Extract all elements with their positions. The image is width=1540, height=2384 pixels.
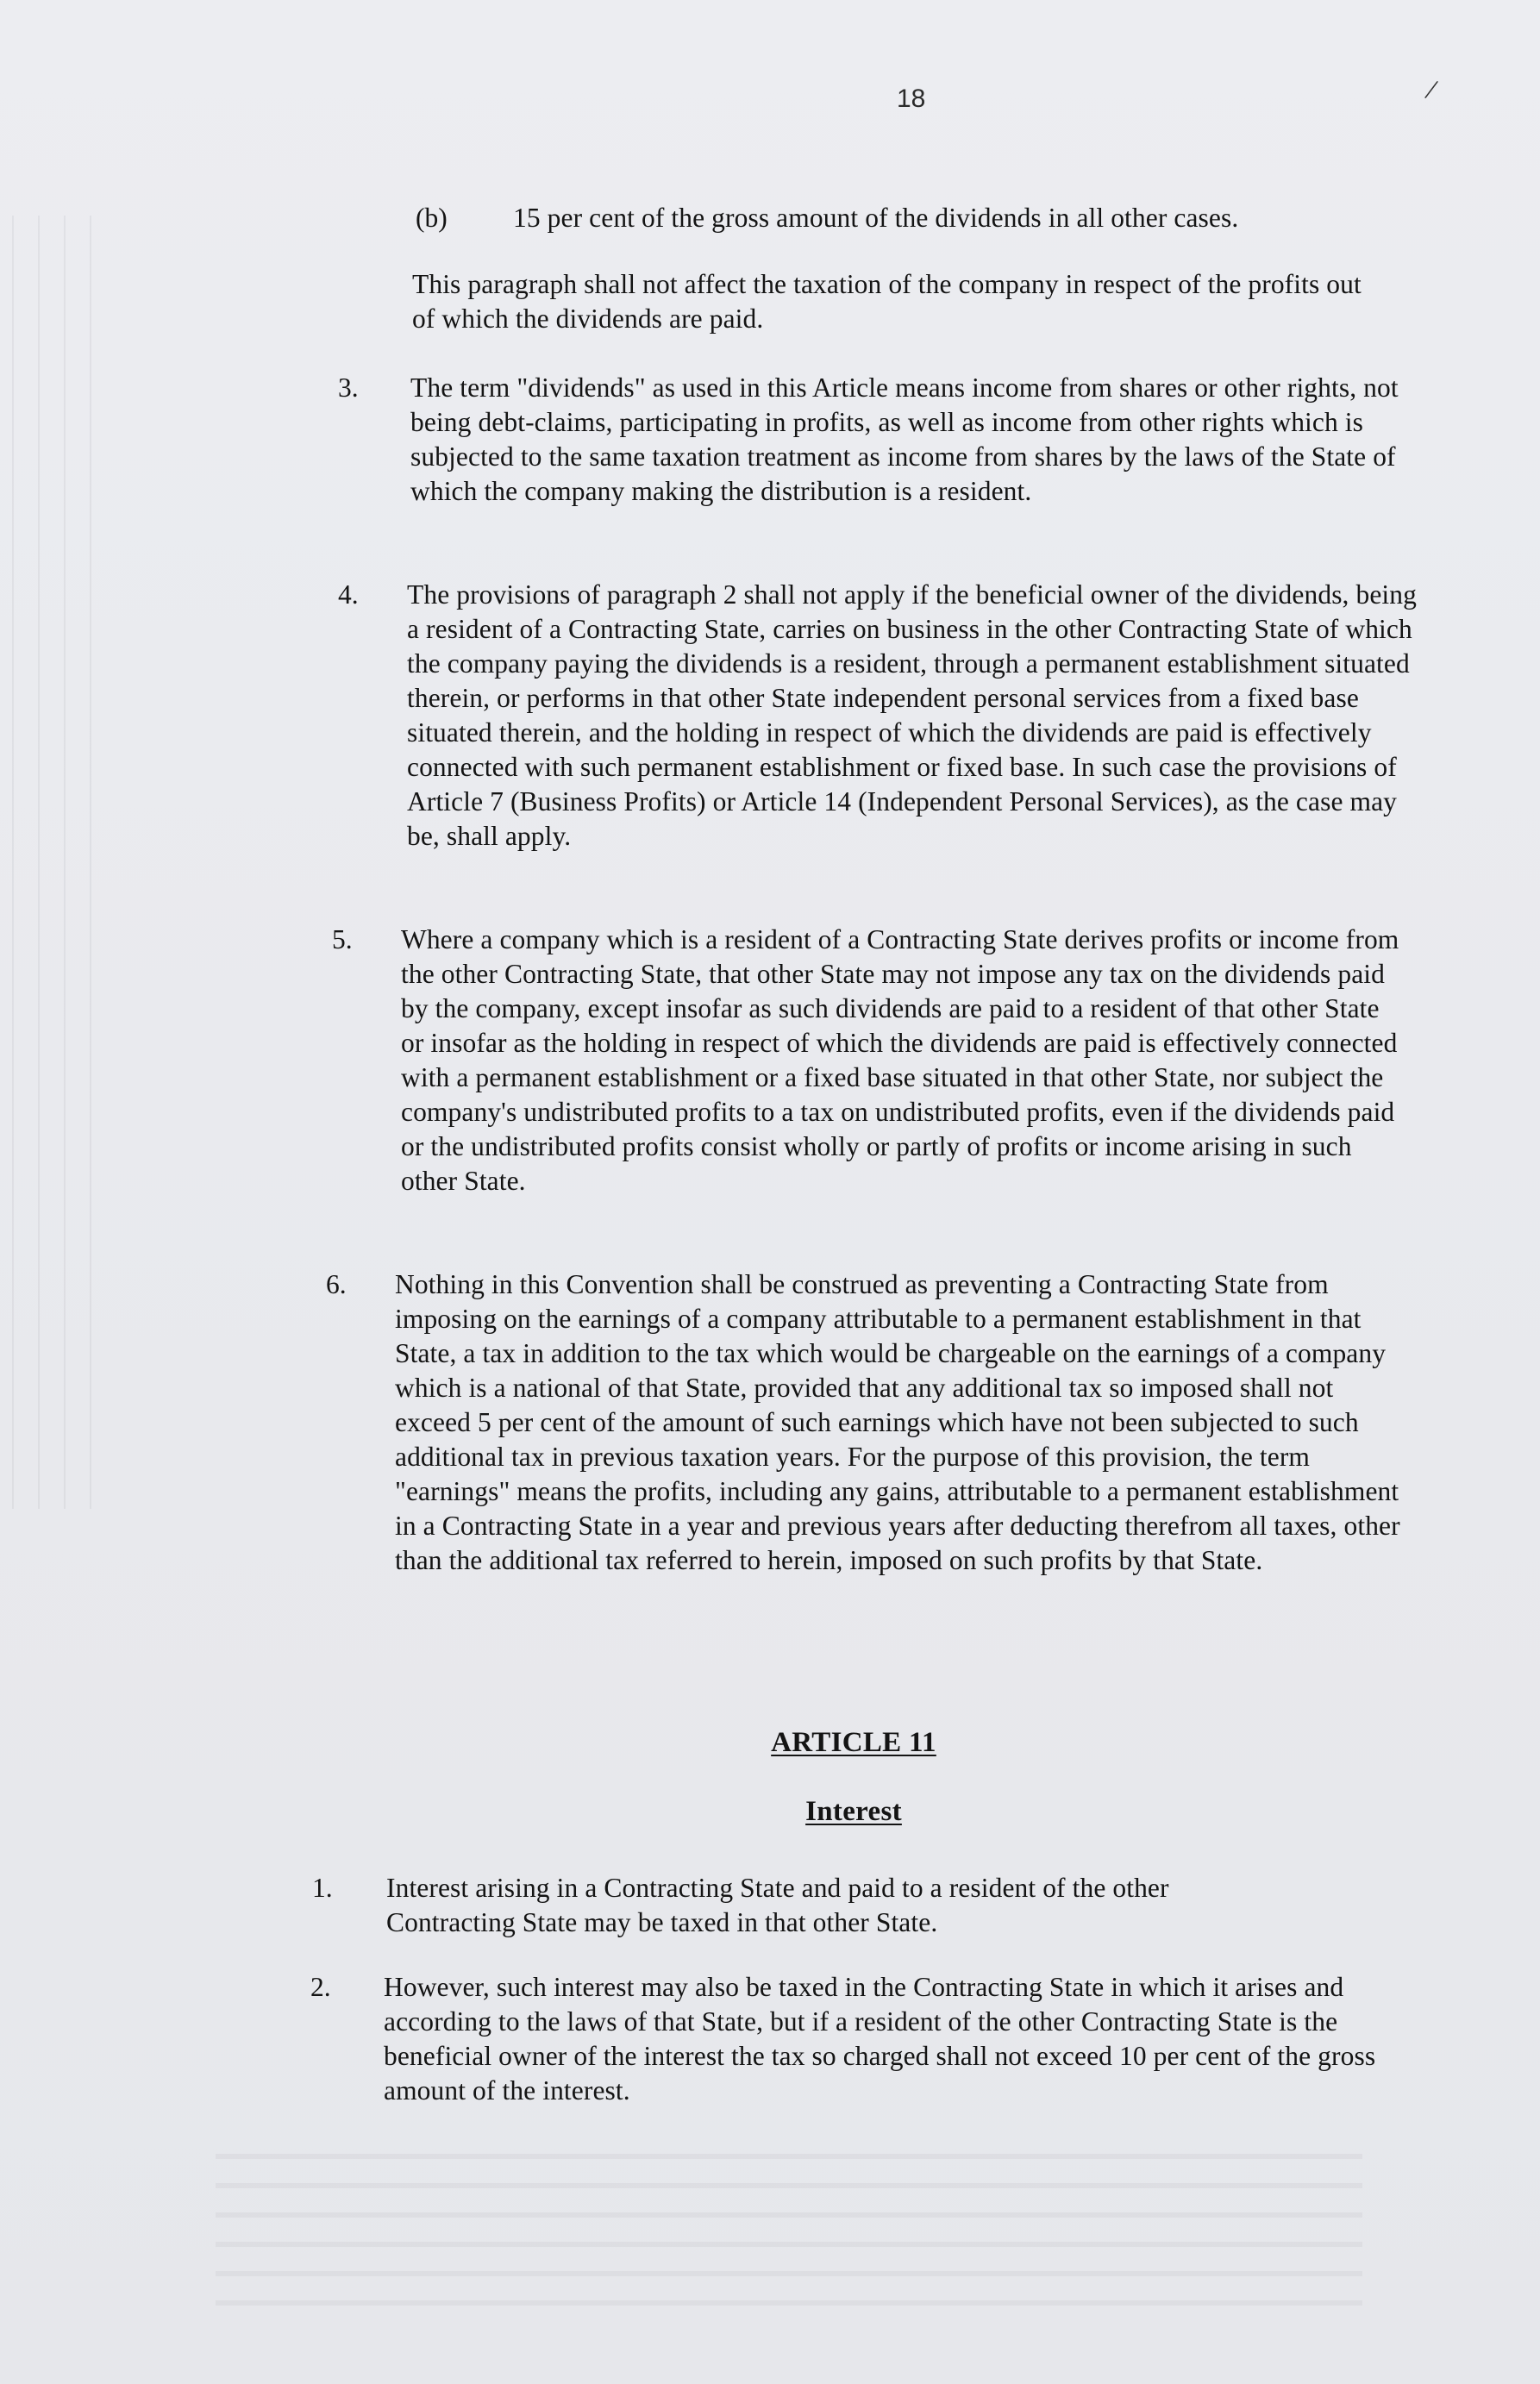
paragraph-4-number: 4. [338,579,359,610]
page-number: 18 [897,84,926,113]
paragraph-6-text: Nothing in this Convention shall be construed as preventing a Contracting State from imposing on the earnings of a company attributable to a permanent establishment in that State, a tax in addition to the tax which would be chargeable on the earnings of a company which is a national of that State, provided that any additional tax so imposed shall not exceed 5 per cent of the amount of such earnings which have not been subjected to such additional tax in previous taxation years. For the purpose of this provision, the term "earnings" means the profits, including any gains, attributable to a permanent establishment in a Contracting State in a year and previous years after deducting therefrom all taxes, other than the additional tax referred to herein, imposed on such profits by that State. [395,1269,1400,1575]
article-11-paragraph-1-number: 1. [312,1873,333,1903]
article-11-paragraph-2-number: 2. [310,1972,331,2002]
article-title: Interest [805,1796,902,1827]
pen-tick-mark: / [1422,73,1441,107]
paragraph-closing-note: This paragraph shall not affect the taxation of the company in respect of the profits out of which the dividends are paid. [412,269,1362,334]
page-edge-shadow [0,216,95,1509]
paragraph-5-text: Where a company which is a resident of a Contracting State derives profits or income from the other Contracting State, that other State may not impose any tax on the dividends paid by the company, except insofar as such dividends are paid to a resident of that other State or insofar as the holding in respect of which the dividends are paid is effectively connected with a permanent establishment or a fixed base situated in that other State, nor subject the company's undistributed profits to a tax on undistributed profits, even if the dividends paid or the undistributed profits consist wholly or partly of profits or income arising in such other State. [401,924,1399,1196]
clause-b-label: (b) [416,203,448,233]
paragraph-6-number: 6. [326,1269,347,1299]
paragraph-5-number: 5. [332,924,353,954]
clause-b-text: 15 per cent of the gross amount of the dividends in all other cases. [513,203,1239,233]
article-11-paragraph-1-text: Interest arising in a Contracting State and paid to a resident of the other Contracting State may be taxed in that other State. [386,1873,1169,1937]
paragraph-3-text: The term "dividends" as used in this Article means income from shares or other rights, not being debt-claims, participating in profits, as well as income from other rights which is subjected to the same taxation treatment as income from shares by the laws of the State of which the company making the distribution is a resident. [410,372,1399,506]
bleed-through-text [216,2130,1362,2328]
paragraph-3-number: 3. [338,372,359,403]
article-11-paragraph-2-text: However, such interest may also be taxed in the Contracting State in which it arises and according to the laws of that State, but if a resident of the other Contracting State is the beneficial owner of the interest the tax so charged shall not exceed 10 per cent of the gross amount of the interest. [384,1972,1376,2106]
article-heading: ARTICLE 11 [771,1727,936,1758]
paragraph-4-text: The provisions of paragraph 2 shall not apply if the beneficial owner of the dividends, being a resident of a Contracting State, carries on business in the other Contracting State of which the company paying the dividends is a resident, through a permanent establishment situated therein, or performs in that other State independent personal services from a fixed base situated therein, and the holding in respect of which the dividends are paid is effectively connected with such permanent establishment or fixed base. In such case the provisions of Article 7 (Business Profits) or Article 14 (Independent Personal Services), as the case may be, shall apply. [407,579,1417,851]
